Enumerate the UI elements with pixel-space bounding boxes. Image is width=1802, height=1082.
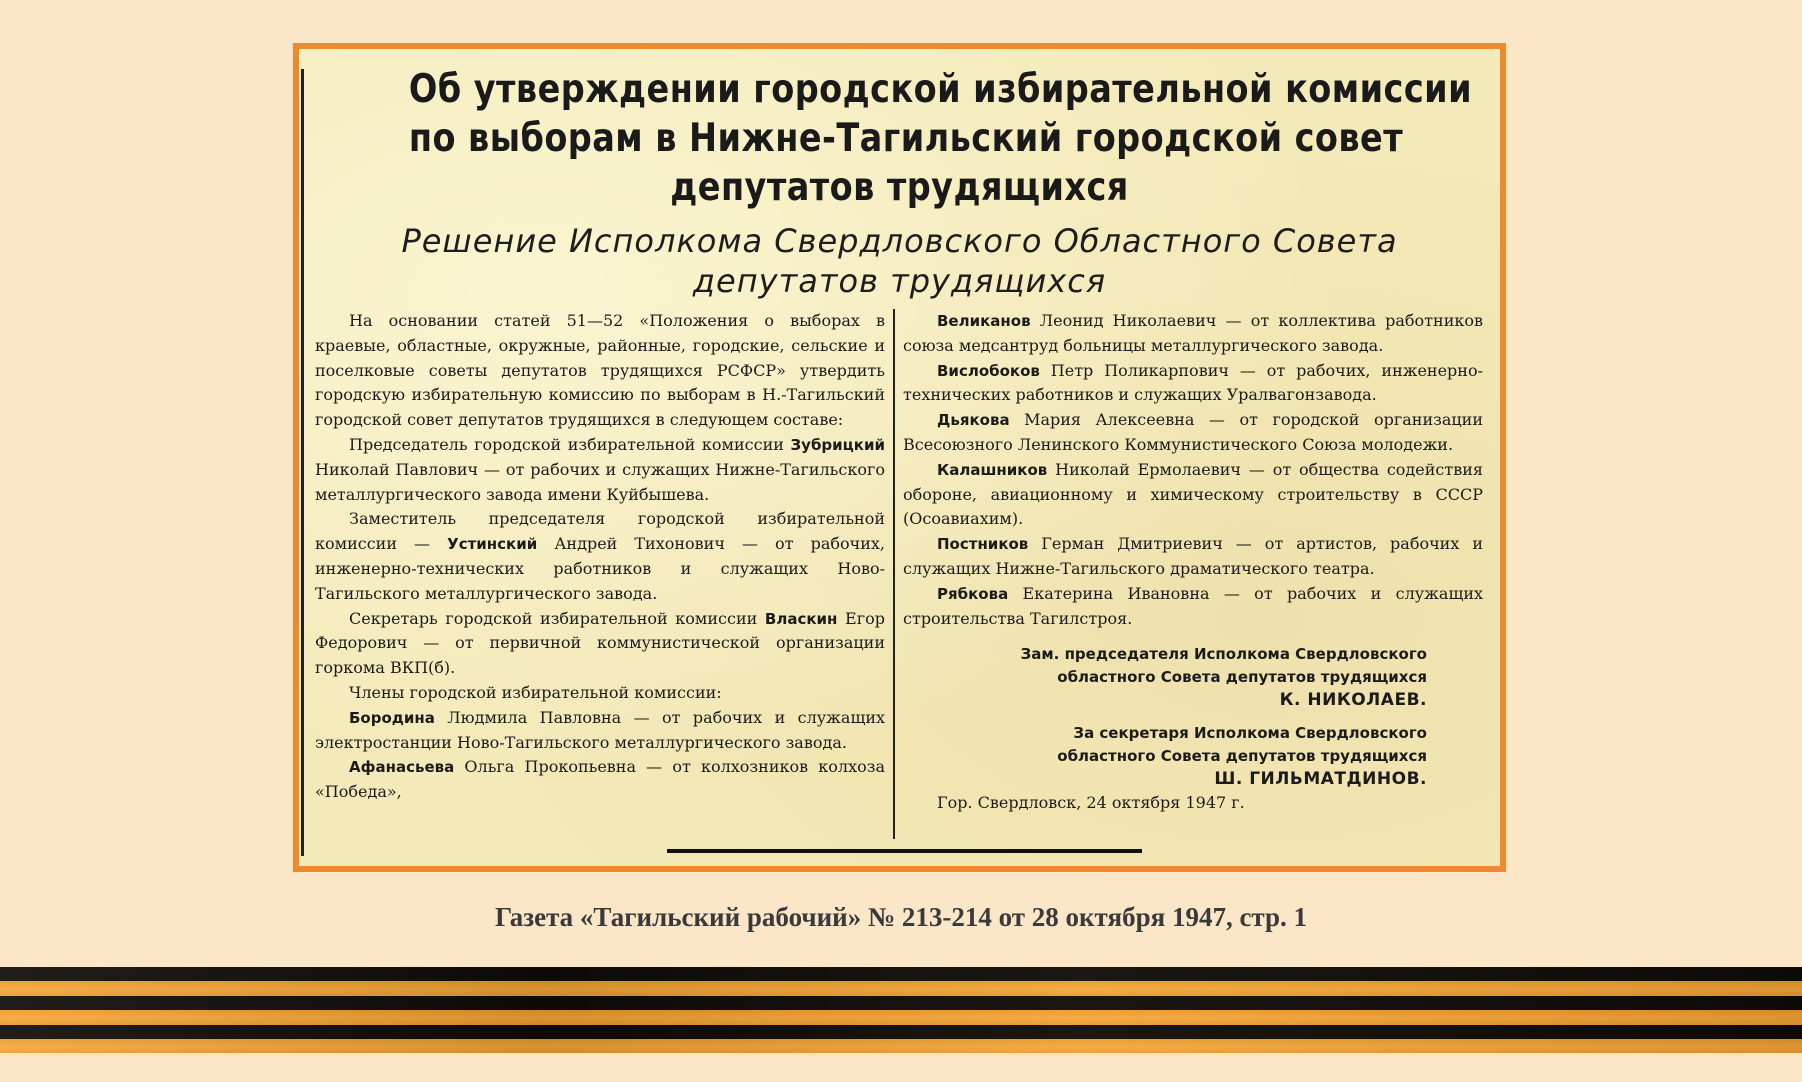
headline-line: Об утверждении городской избирательной комиссии: [408, 67, 1473, 112]
secretary-paragraph: Секретарь городской избирательной комиссии Власкин Егор Федорович — от первичной коммунистической организации горкома ВКП(б).: [315, 608, 885, 678]
surname: Великанов: [937, 312, 1031, 330]
signature-block-deputy-chairman: [903, 643, 1483, 791]
signature-title: Зам. председателя Исполкома Свердловского: [1020, 645, 1427, 664]
article-subheadline: [319, 221, 1480, 301]
surname: Вислобоков: [937, 361, 1040, 380]
left-column: [315, 309, 885, 805]
signature-title: областного Совета депутатов трудящихся: [1057, 668, 1427, 687]
member-paragraph: Постников Герман Дмитриевич — от артистов, рабочих и служащих Нижне-Тагильского драматического театра.: [903, 534, 1483, 578]
subheadline-line: депутатов трудящихся: [692, 262, 1107, 300]
member-paragraph: Великанов Леонид Николаевич — от коллектива работников союза медсантруд больницы металлургического завода.: [903, 311, 1483, 355]
surname: Бородина: [349, 708, 435, 727]
deputy-paragraph: Заместитель председателя городской избирательной комиссии — Устинский Андрей Тихонович — от рабочих, инженерно-технических работников и служащих Ново-Тагильского металлургического завода.: [315, 509, 885, 603]
member-paragraph: Дьякова Мария Алексеевна — от городской организации Всесоюзного Ленинского Коммунистического Союза молодежи.: [903, 410, 1483, 454]
signature-name: К. НИКОЛАЕВ.: [1279, 690, 1427, 711]
headline-line: по выборам в Нижне-Тагильский городской совет: [408, 116, 1404, 161]
article-headline: [408, 65, 1473, 212]
dateline: Гор. Свердловск, 24 октября 1947 г.: [937, 793, 1245, 813]
intro-paragraph: На основании статей 51—52 «Положения о выборах в краевые, областные, окружные, районные, городские, сельские и поселковые советы депутатов трудящихся РСФСР» утвердить городскую избирательную комиссию по выборам в Н.-Тагильский городской совет депутатов трудящихся в следующем составе:: [315, 311, 885, 430]
member-paragraph: Рябкова Екатерина Ивановна — от рабочих и служащих строительства Тагилстроя.: [903, 583, 1483, 628]
bottom-rule: [667, 849, 1142, 853]
signature-title: За секретаря Исполкома Свердловского: [1073, 724, 1427, 743]
chairman-paragraph: Председатель городской избирательной комиссии Зубрицкий Николай Павлович — от рабочих и служащих Нижне-Тагильского металлургического завода имени Куйбышева.: [315, 434, 885, 504]
surname: Власкин: [764, 609, 838, 628]
surname: Постников: [937, 535, 1029, 554]
members-header: Члены городской избирательной комиссии:: [349, 682, 722, 702]
member-paragraph: Бородина Людмила Павловна — от рабочих и служащих электростанции Ново-Тагильского металлургического завода.: [315, 707, 885, 752]
signature-title: областного Совета депутатов трудящихся: [1057, 747, 1427, 766]
subheadline-line: Решение Исполкома Свердловского Областного Совета: [401, 222, 1398, 260]
member-paragraph: Калашников Николай Ермолаевич — от общества содействия обороне, авиационному и химическому строительству в СССР (Осоавиахим).: [903, 459, 1483, 529]
st-george-ribbon: [0, 967, 1802, 1053]
right-column: [903, 309, 1483, 816]
surname: Рябкова: [937, 584, 1009, 603]
member-paragraph: Вислобоков Петр Поликарпович — от рабочих, инженерно-технических работников и служащих Уралвагонзавода.: [903, 360, 1483, 405]
surname: Афанасьева: [349, 758, 455, 777]
member-paragraph: Афанасьева Ольга Прокопьевна — от колхозников колхоза «Победа»,: [315, 757, 885, 802]
surname: Устинский: [447, 535, 538, 554]
clipping-edge-line: [301, 69, 304, 856]
surname: Дьякова: [937, 411, 1010, 430]
column-divider: [893, 309, 895, 839]
newspaper-clipping: [293, 43, 1506, 872]
source-caption: Газета «Тагильский рабочий» № 213-214 от 28 октября 1947, стр. 1: [494, 902, 1308, 932]
signature-name: Ш. ГИЛЬМАТДИНОВ.: [1214, 769, 1427, 790]
surname: Зубрицкий: [790, 435, 885, 454]
headline-line: депутатов трудящихся: [670, 165, 1129, 210]
surname: Калашников: [937, 460, 1048, 479]
